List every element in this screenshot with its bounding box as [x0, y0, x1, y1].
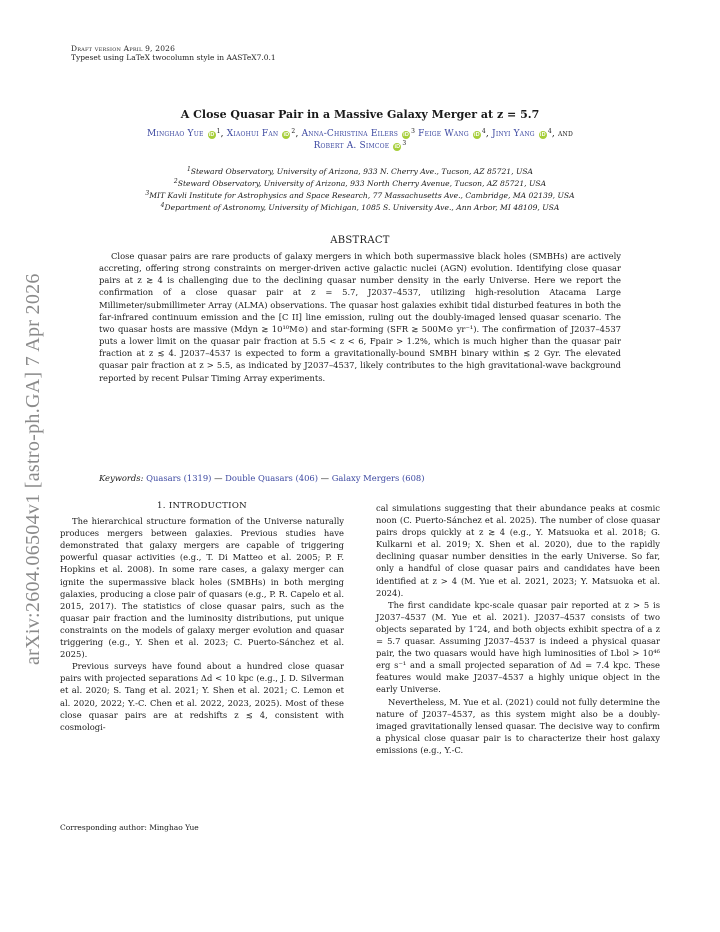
author-affil-mark: 4 — [481, 128, 486, 135]
right-column — [376, 502, 660, 756]
author-name[interactable]: Jinyi Yang — [492, 129, 535, 139]
body-paragraph: The first candidate kpc-scale quasar pair reported at z > 5 is J2037–4537 (M. Yue et al. 2021). J2037–4537 consists of two objects separated by 1″24, and both objects exhibit spectra of a z = 5.7 quasar. Assuming J2037–4537 is indeed a physical quasar pair, the two quasars would have high luminosities of Lbol > 10⁴⁶ erg s⁻¹ and a small projected separation of Δd = 7.4 kpc. These features would make J2037–4537 a highly unique object in the early Universe. — [376, 599, 660, 695]
orcid-icon[interactable]: iD — [403, 132, 410, 138]
arxiv-stamp[interactable]: arXiv:2604.06504v1 [astro-ph.GA] 7 Apr 2026 — [22, 273, 44, 665]
affiliation-list — [80, 166, 640, 214]
orcid-icon[interactable]: iD — [473, 132, 480, 138]
left-column — [60, 500, 344, 733]
affiliation: $^3$MIT Kavli Institute for Astrophysics and Space Research, 77 Massachusetts Ave., Cambridge, MA 02139, USA — [145, 190, 575, 201]
author-affil-mark: 4 — [547, 128, 552, 135]
author-affil-mark: 3 — [402, 140, 407, 147]
author-affil-mark: 2 — [291, 128, 296, 135]
section-heading: 1. INTRODUCTION — [157, 501, 247, 511]
body-paragraph: Nevertheless, M. Yue et al. (2021) could not fully determine the nature of J2037–4537, as this system might also be a doubly-imaged gravitationally lensed quasar. The decisive way to confirm a physical close quasar pair is to characterize their host galaxy emissions (e.g., Y.-C. — [376, 696, 660, 755]
author-name[interactable]: Xiaohui Fan — [226, 129, 279, 139]
corresponding-author: Corresponding author: Minghao Yue — [60, 823, 199, 832]
orcid-icon[interactable]: iD — [208, 132, 215, 138]
keyword-link[interactable]: Double Quasars (406) — [225, 473, 318, 483]
body-paragraph: The hierarchical structure formation of the Universe naturally produces mergers between galaxies. Previous studies have demonstrated that galaxy mergers are capable of triggering powerful quasar activities (e.g., T. Di Matteo et al. 2005; P. F. Hopkins et al. 2008). In some rare cases, a galaxy merger can ignite the supermassive black holes (SMBHs) in both merging galaxies, producing a close pair of quasars (e.g., P. R. Capelo et al. 2015, 2017). The statistics of close quasar pairs, such as the quasar pair fraction and the luminosity distributions, put unique constraints on the models of galaxy merger evolution and quasar triggering (e.g., Y. Shen et al. 2023; C. Puerto-Sánchez et al. 2025). — [60, 516, 344, 660]
abstract-heading: ABSTRACT — [330, 235, 390, 246]
keywords-line: Keywords: Quasars (1319) — Double Quasars (406) — Galaxy Mergers (608) — [99, 473, 425, 483]
body-paragraph: cal simulations suggesting that their abundance peaks at cosmic noon (C. Puerto-Sánchez et al. 2025). The number of close quasar pairs drops quickly at z ≳ 4 (e.g., Y. Matsuoka et al. 2018; G. Kulkarni et al. 2019; X. Shen et al. 2020), due to the rapidly declining quasar number densities in the early Universe. So far, only a handful of close quasar pairs and candidates have been identified at z > 4 (M. Yue et al. 2021, 2023; Y. Matsuoka et al. 2024). — [376, 503, 660, 598]
author-name[interactable]: Anna-Christina Eilers — [301, 129, 399, 139]
author-name[interactable]: Robert A. Simcoe — [313, 141, 390, 151]
author-affil-mark: 1 — [216, 128, 221, 135]
paper-title: A Close Quasar Pair in a Massive Galaxy Merger at z = 5.7 — [180, 108, 540, 121]
author-affil-mark: 3 — [411, 128, 416, 135]
author-and: and — [558, 129, 574, 139]
affiliation: $^4$Department of Astronomy, University of Michigan, 1085 S. University Ave., Ann Arbor, MI 48109, USA — [160, 202, 560, 213]
orcid-icon[interactable]: iD — [283, 132, 290, 138]
draft-version-line: Draft version April 9, 2026 — [71, 44, 176, 53]
author-name[interactable]: Minghao Yue — [146, 129, 204, 139]
author-list: Minghao Yue iD $^1$, Xiaohui Fan iD $^2$, Anna-Christina Eilers iD $^3$ Feige Wang iD $^4$, Jinyi Yang iD $^4$, and Robert A. Simcoe iD $^3$ — [146, 128, 574, 151]
orcid-icon[interactable]: iD — [539, 132, 546, 138]
abstract-text: Close quasar pairs are rare products of galaxy mergers in which both supermassive black holes (SMBHs) are actively accreting, offering strong constraints on merger-driven active galactic nuclei (AGN) evolution. Identifying close quasar pairs at z ≳ 4 is challenging due to the declining quasar number density in the early Universe. Here we report the confirmation of a close quasar pair at z = 5.7, J2037–4537, utilizing high-resolution Atacama Large Millimeter/submillimeter Array (ALMA) observations. The quasar host galaxies exhibit tidal disturbed features in both the far-infrared continuum emission and the [C II] line emission, ruling out the doubly-imaged lensed quasar scenario. The two quasar hosts are massive (Mdyn ≳ 10¹⁰M⊙) and star-forming (SFR ≳ 500M⊙ yr⁻¹). The confirmation of J2037–4537 puts a lower limit on the quasar pair fraction at 5.5 < z < 6, Fpair > 1.2%, which is much higher than the quasar pair fraction at z ≲ 4. J2037–4537 is expected to form a gravitationally-bound SMBH binary within ≲ 2 Gyr. The elevated quasar pair fraction at z > 5.5, as indicated by J2037–4537, likely contributes to the high gravitational-wave background reported by recent Pulsar Timing Array experiments. — [99, 251, 621, 383]
typeset-line: Typeset using LaTeX twocolumn style in AASTeX7.0.1 — [71, 53, 276, 62]
orcid-icon[interactable]: iD — [394, 144, 401, 150]
body-paragraph: Previous surveys have found about a hundred close quasar pairs with projected separations Δd < 10 kpc (e.g., J. D. Silverman et al. 2020; S. Tang et al. 2021; Y. Shen et al. 2021; C. Lemon et al. 2020, 2022; Y.-C. Chen et al. 2022, 2023, 2025). Most of these close quasar pairs are at redshifts z ≲ 4, consistent with cosmologi- — [60, 661, 344, 732]
author-name[interactable]: Feige Wang — [418, 129, 469, 139]
affiliation: $^1$Steward Observatory, University of Arizona, 933 N. Cherry Ave., Tucson, AZ 85721, USA — [186, 166, 534, 176]
keywords-label: Keywords: — [99, 473, 144, 483]
keyword-link[interactable]: Galaxy Mergers (608) — [331, 473, 425, 483]
affiliation: $^2$Steward Observatory, University of Arizona, 933 North Cherry Avenue, Tucson, AZ 85721, USA — [173, 178, 547, 189]
keyword-link[interactable]: Quasars (1319) — [146, 473, 212, 483]
